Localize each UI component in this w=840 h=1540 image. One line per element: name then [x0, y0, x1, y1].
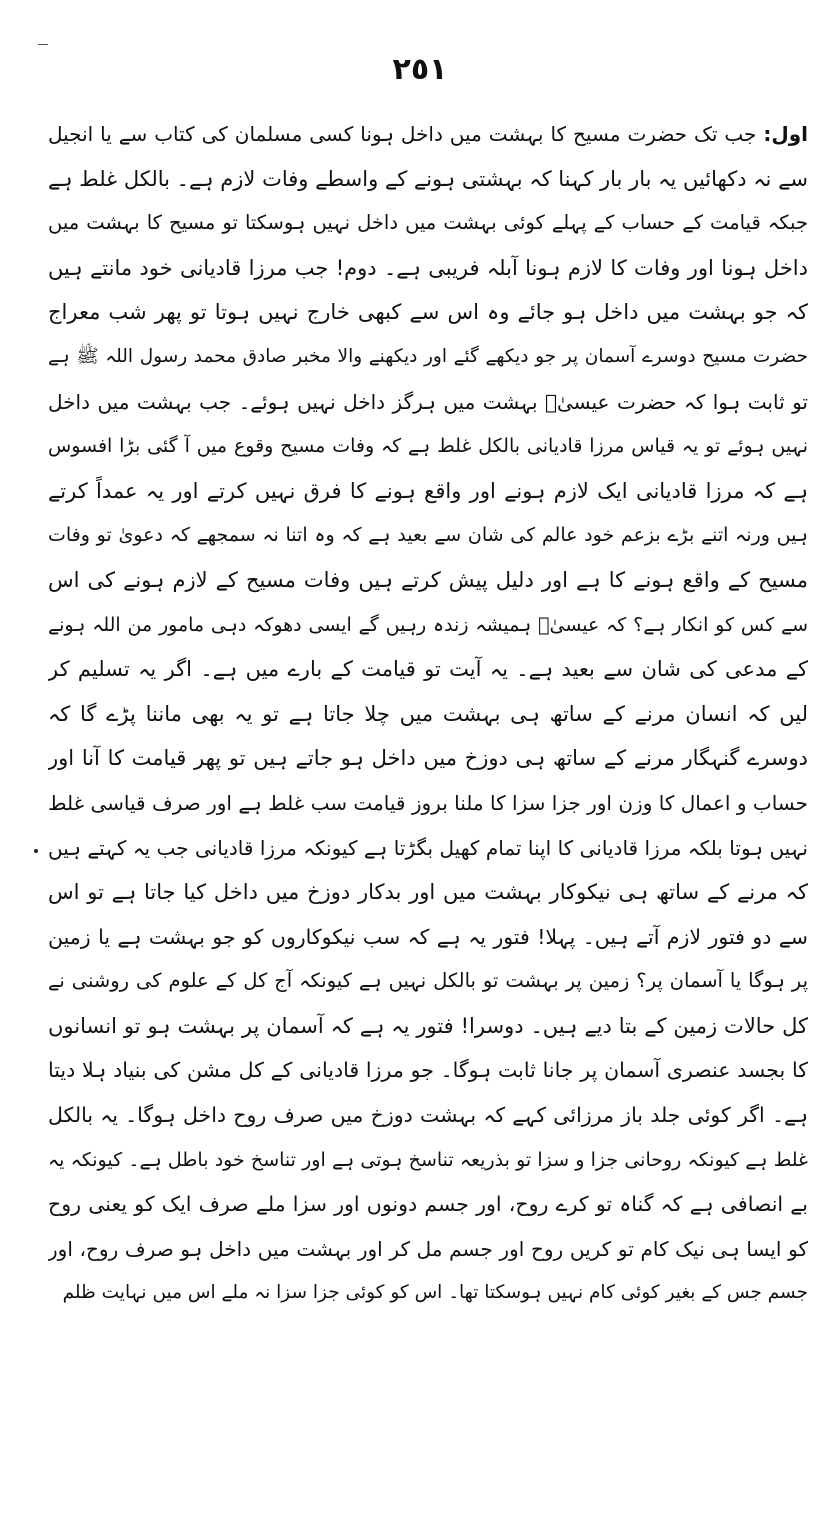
text-line-22: کا بجسد عنصری آسمان پر جانا ثابت ہوگا۔ جو مرزا قادیانی کے کل مشن کی بنیاد ہلا دیتا	[48, 1058, 808, 1083]
text-line-23: ہے۔ اگر کوئی جلد باز مرزائی کہے کہ بہشت دوزخ میں صرف روح داخل ہوگا۔ یہ بالکل	[48, 1103, 808, 1128]
text-line-13: کے مدعی کی شان سے بعید ہے۔ یہ آیت تو قیامت کے بارے میں ہے۔ اگر یہ تسلیم کر	[48, 657, 808, 682]
text-line-1-content: جب تک حضرت مسیح کا بہشت میں داخل ہونا کسی مسلمان کی کتاب سے یا انجیل	[48, 122, 757, 146]
text-line-11: مسیح کے واقع ہونے کا ہے اور دلیل پیش کرتے ہیں وفات مسیح کے لازم ہونے کی اس	[48, 567, 808, 592]
text-line-15: دوسرے گنہگار مرنے کے ساتھ ہی دوزخ میں داخل ہو جاتے ہیں تو پھر قیامت کا آنا اور	[48, 746, 808, 771]
text-line-20: پر ہوگا یا آسمان پر؟ زمین پر بہشت تو بالکل نہیں ہے کیونکہ آج کل کے علوم کی روشنی نے	[48, 969, 808, 993]
text-line-3: جبکہ قیامت کے حساب کے پہلے کوئی بہشت میں داخل نہیں ہوسکتا تو مسیح کا بہشت میں	[48, 211, 808, 235]
text-line-12: سے کس کو انکار ہے؟ کہ عیسیٰؑ ہمیشہ زندہ رہیں گے ایسی دھوکہ دہی مامور من اللہ ہونے	[48, 613, 808, 636]
margin-dot	[34, 849, 38, 853]
text-line-6: حضرت مسیح دوسرے آسمان پر جو دیکھے گئے اور دیکھنے والا مخبر صادق محمد رسول اللہ ﷺ ہے	[48, 345, 808, 367]
text-line-27: جسم جس کے بغیر کوئی کام نہیں ہوسکتا تھا۔ اس کو کوئی جزا سزا نہ ملے اس میں نہایت ظلم	[62, 1282, 808, 1304]
page-number: ٢٥١	[392, 52, 448, 87]
text-line-26: کو ایسا ہی نیک کام تو کریں روح اور جسم مل کر اور بہشت میں داخل ہو صرف روح، اور	[48, 1236, 808, 1261]
text-line-14: لیں کہ انسان مرنے کے ساتھ ہی بہشت میں چلا جاتا ہے تو یہ بھی ماننا پڑے گا کہ	[48, 701, 808, 726]
text-line-16: حساب و اعمال کا وزن اور جزا سزا کا ملنا بروز قیامت سب غلط ہے اور صرف قیاسی غلط	[48, 790, 808, 815]
text-line-7: تو ثابت ہوا کہ حضرت عیسیٰؑ بہشت میں ہرگز داخل نہیں ہوئے۔ جب بہشت میں داخل	[48, 389, 808, 414]
page-body	[48, 112, 808, 1316]
text-line-18: کہ مرنے کے ساتھ ہی نیکوکار بہشت میں اور بدکار دوزخ میں داخل کیا جاتا ہے تو اس	[48, 880, 808, 905]
text-line-25: بے انصافی ہے کہ گناہ تو کرے روح، اور جسم دونوں اور سزا ملے صرف ایک کو یعنی روح	[48, 1192, 808, 1217]
text-line-24: غلط ہے کیونکہ روحانی جزا و سزا تو بذریعہ تناسخ ہوتی ہے اور تناسخ خود باطل ہے۔ کیونکہ یہ	[48, 1148, 808, 1171]
text-line-9: ہے کہ مرزا قادیانی ایک لازم ہونے اور واقع ہونے کا فرق نہیں کرتے اور یہ عمداً کرتے	[48, 478, 808, 503]
text-line-17: نہیں ہوتا بلکہ مرزا قادیانی کا اپنا تمام کھیل بگڑتا ہے کیونکہ مرزا قادیانی جب یہ کہتے ہیں	[48, 835, 808, 860]
section-lead: اول:	[763, 122, 808, 146]
text-line-8: نہیں ہوئے تو یہ قیاس مرزا قادیانی بالکل غلط ہے کہ وفات مسیح وقوع میں آ گئی بڑا افسوس	[48, 435, 808, 458]
text-line-21: کل حالات زمین کے بتا دیے ہیں۔ دوسرا! فتور یہ ہے کہ آسمان پر بہشت ہو تو انسانوں	[48, 1013, 808, 1038]
text-line-5: کہ جو بہشت میں داخل ہو جائے وہ اس سے کبھی خارج نہیں ہوتا تو پھر شب معراج	[48, 300, 808, 325]
text-line-10: ہیں ورنہ اتنے بڑے بزعم خود عالم کی شان سے بعید ہے کہ وہ اتنا نہ سمجھے کہ دعویٰ تو وفات	[48, 524, 808, 547]
text-line-1	[48, 112, 808, 157]
text-line-2: سے نہ دکھائیں یہ بار بار کہنا کہ بہشتی ہونے کے واسطے وفات لازم ہے۔ بالکل غلط ہے	[48, 166, 808, 191]
text-line-19: سے دو فتور لازم آتے ہیں۔ پہلا! فتور یہ ہے کہ سب نیکوکاروں کو جو بہشت ہے یا زمین	[48, 924, 808, 949]
corner-mark	[38, 44, 48, 45]
text-line-4: داخل ہونا اور وفات کا لازم ہونا آبلہ فریبی ہے۔ دوم! جب مرزا قادیانی خود مانتے ہیں	[48, 255, 808, 280]
